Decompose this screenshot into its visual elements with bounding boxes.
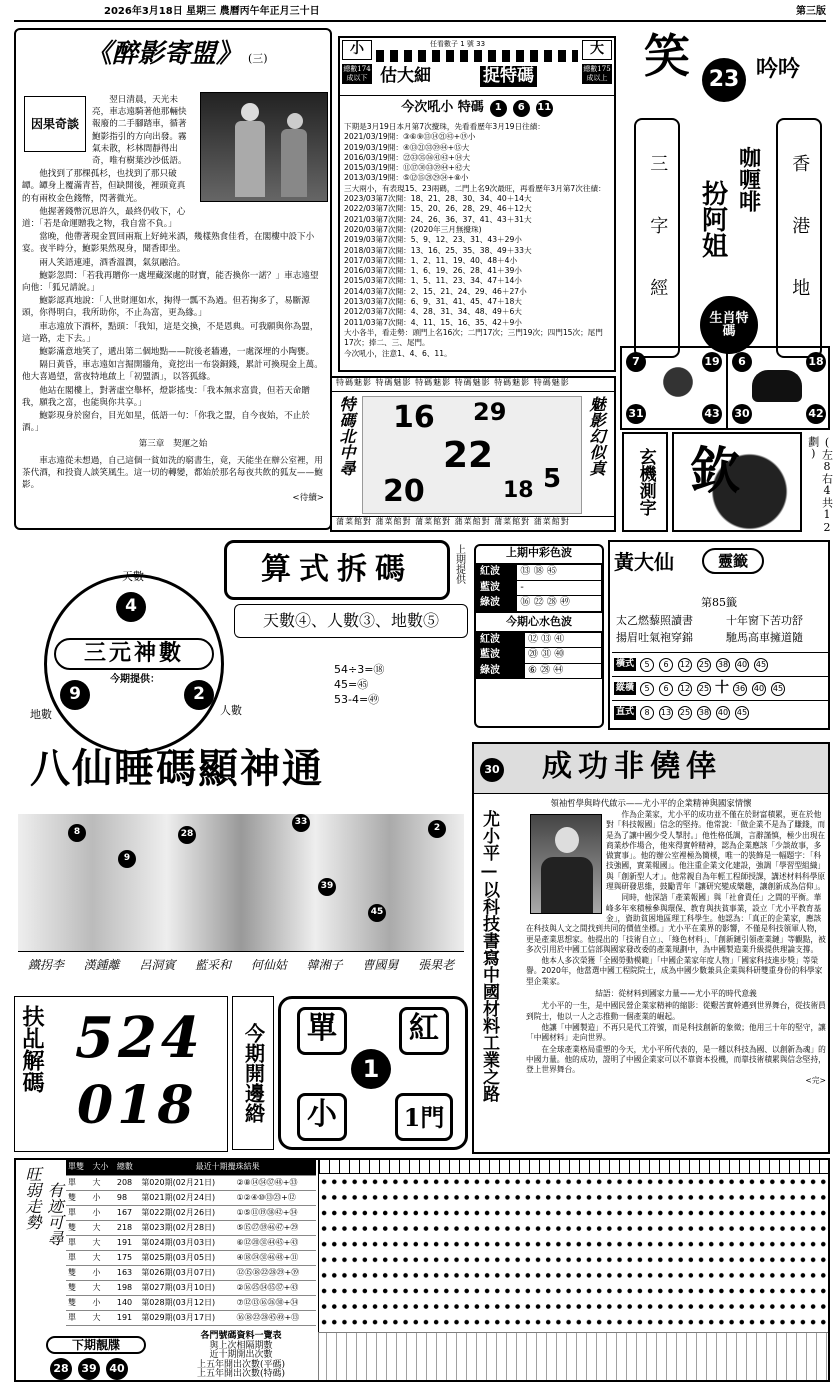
baxian-names: 鐵拐李 漢鍾離 呂洞賓 藍采和 何仙姑 韓湘子 曹國舅 張果老 [27, 958, 455, 972]
zodiac-number: 19 [702, 352, 722, 372]
sanyuan-provider: 今期提供： [110, 674, 160, 685]
next-label: 下期靚牒 [46, 1336, 146, 1354]
story-paragraph: 他握著錢幣沉思許久，最終仍收下，心道：「若是命運贈我之物，我自當不負。」 [22, 206, 186, 230]
tema-border-top: 特碼魅影 特碼魅影 特碼魅影 特碼魅影 特碼魅影 特碼魅影 [332, 378, 614, 392]
wts-verse-left: 太乙燃藜照讀書 揚眉吐氣袍穿錦 [616, 614, 693, 644]
table-row: 雙 大 218 第023期(02月28日) ⑤⑮㉗㊴㊻㊼+㉙ [66, 1220, 316, 1235]
tema-number: 18 [503, 478, 534, 503]
wave-nums: ⑯ ㉒ ㉘ ㊾ [517, 596, 602, 612]
wave-nums: ⑥ ㉘ ㊹ [524, 663, 601, 679]
tema-right-verse: 魅影幻似真 [587, 396, 606, 476]
story-paragraph: 兩人笑語連連，酒香溫潤，氣氛融洽。 [39, 257, 186, 268]
sanyuan-di: 地數 [30, 708, 52, 721]
table-row: 單 大 191 第024期(03月03日) ⑥⑫⑳㉛㊹㊺+㊸ [66, 1235, 316, 1250]
record-line: 2015/03第7次開：1、5、11、23、34、47＋14小 [344, 276, 522, 286]
small-label: 小 [342, 40, 372, 60]
sanzi-hum: 吟吟 [756, 56, 801, 82]
wts-panel [608, 540, 830, 730]
zodiac-number: 31 [626, 404, 646, 424]
baxian-number: 28 [178, 826, 196, 844]
bigsmall-header [340, 38, 614, 96]
bigsmall-intro: 下期是3月19日本月第7次攪珠，先看看歷年3月19日往績： [344, 122, 545, 131]
title-a: 估大細 [380, 66, 431, 86]
sanzi-panel [622, 28, 830, 344]
success-panel [472, 742, 830, 1154]
tema-number: 20 [383, 474, 425, 509]
edition-label: 第三版 [796, 6, 826, 17]
story-paragraph: 鮑影滿意地笑了，遞出第二個地點——院後老牆邊，一處深埋的小陶甕。 [39, 347, 315, 358]
history-line: 2021/03/19開：③⑥⑨⑬⑭㉑㊸+⑲小 [344, 132, 476, 142]
history-line: 2015/03/19開：⑪⑰㉚㉝㊴㊹+㊷大 [344, 163, 471, 173]
this-wave-table [476, 632, 602, 680]
success-header [474, 744, 828, 794]
calc-provider: 上期提供 [453, 544, 465, 584]
next-number: 39 [78, 1358, 100, 1380]
small-range: 總數174 成以下 [343, 65, 371, 82]
biansuan-box [278, 996, 468, 1150]
xuanji-char: 欽 [690, 441, 740, 500]
record-line: 2014/03第7次開：2、15、21、24、29、46＋27小 [344, 286, 527, 296]
baxian-number: 9 [118, 850, 136, 868]
success-subtitle: 領袖哲學與時代啟示——尤小平的企業精神與國家情懷 [550, 798, 752, 808]
record-line: 2012/03第7次開：4、28、31、34、48、49＋6大 [344, 307, 522, 317]
wave-label: 綠波 [477, 663, 525, 679]
history-line: 2013/03/19開：⑤⑫⑮㉘㉙㉞+⑧小 [344, 173, 469, 183]
wave-nums: ⑬ ⑱ ㊺ [517, 565, 602, 581]
pick-number: 11 [536, 100, 553, 117]
success-paragraph: 在全球產業格局重塑的今天，尤小平所代表的，是一種以科技為國、以創新為魂」的中國力量。他的成功，證明了中國企業家可以不靠資本投機，而靠技術積累與信念堅持，登上世界舞台。 [526, 1044, 826, 1075]
story-paragraph: 他找到了那棵孤杉，也找到了那只破罈。罈身上覆滿青苔，但缺開後，裡頭竟真的有兩枚金色錢幣，閃著微光。 [22, 169, 186, 204]
pick-number: 1 [490, 100, 507, 117]
fuluan-panel [14, 996, 228, 1152]
calc-line: 54÷3=⑱ [334, 663, 385, 676]
biansuan-item: 小 [297, 1093, 347, 1141]
sanyuan-top: 4 [116, 592, 146, 622]
success-vertical: 尤小平—以科技書寫中國材料工業之路 [479, 810, 499, 1102]
zodiac-grid [620, 346, 830, 430]
story-paragraph: 車志遠放下酒杯，點頭：「我知，這是交換，不是恩典。可我願與你為盟，這一路，走下去。」 [22, 321, 319, 344]
tema-number: 29 [473, 398, 507, 426]
wts-verse-right: 十年窗下苦功舒 馳馬高車擁道隨 [726, 614, 803, 644]
success-paragraph: 他讓「中國製造」不再只是代工符號，而是科技創新的象徵；他用三十年的堅守，讓「中國材料」走向世界。 [526, 1022, 826, 1043]
table-row: 雙 小 98 第021期(02月24日) ①②④⑩⑬㉓+⑫ [66, 1190, 316, 1205]
story-paragraph: 翌日清晨，天光未亮，車志遠騎著他那輛快報廢的二手腳踏車，循著鮑影指引的方向出發。霧氣未散，杉林間靜得出奇，唯有樹葉沙沙低語。 [92, 95, 187, 167]
success-paragraph: 尤小平的一生，是中國民營企業家精神的縮影：從艱苦實幹邁到世界舞台，從技術員到院士，他以一人之志推動一個產業的崛起。 [526, 1001, 826, 1021]
biansuan-title: 今期開邊綹 [232, 996, 274, 1150]
chapter-heading: 第三章 契運之始 [138, 439, 208, 450]
pick-number: 6 [513, 100, 530, 117]
zodiac-number: 30 [732, 404, 752, 424]
xuanji-char-box [672, 432, 802, 532]
zodiac-number: 6 [732, 352, 752, 372]
wts-number: 第85籤 [701, 596, 737, 609]
wave-nums: ⑫ ⑬ ㊶ [524, 632, 601, 648]
next-number: 28 [50, 1358, 72, 1380]
wave-nums: ⑳ ㉛ ㊵ [524, 648, 601, 664]
xuanji-title: 玄機測字 [622, 432, 668, 532]
record-line: 2021/03第7次開：24、26、36、37、41、43＋31大 [344, 214, 532, 224]
xuanji-note: (左8右4共12劃) [806, 436, 834, 534]
table-row: 單 大 208 第020期(02月21日) ②⑧⑭㉞㊲㊽+㉝ [66, 1175, 316, 1190]
fuluan-line2: 018 [77, 1075, 198, 1136]
biansuan-item: 紅 [399, 1007, 449, 1055]
baxian-number: 33 [292, 814, 310, 832]
wave-label: 藍波 [477, 648, 525, 664]
header-date: 2026年3月18日 星期三 農曆丙午年正月三十日 [104, 6, 320, 17]
record-line: 2016/03第7次開：1、6、19、26、28、41＋39小 [344, 266, 522, 276]
baxian-panel [14, 740, 468, 988]
this-wave-title: 今期心水色波 [476, 612, 602, 632]
table-row: 雙 小 140 第028期(03月12日) ⑦⑫⑬⑯㉖㉚+㉞ [66, 1295, 316, 1310]
table-row: 單 大 191 第029期(03月17日) ⑯⑱㉒㉘㊺㊾+⑬ [66, 1310, 316, 1325]
record-line: 2018/03第7次開：13、16、25、35、38、49＋33大 [344, 245, 532, 255]
bigsmall-final: 今次吼小，注意1、4、6、11。 [344, 348, 452, 358]
tema-image [362, 396, 582, 514]
table-row: 雙 大 198 第027期(03月10日) ②⑯㉕㉞㉟㊲+㊸ [66, 1280, 316, 1295]
zodiac-number: 42 [806, 404, 826, 424]
calc-line: 45=㊺ [334, 678, 369, 691]
baxian-number: 45 [368, 904, 386, 922]
wts-title: 黃大仙 [614, 550, 674, 574]
trend-table: 單雙 大小 總數 最近十期攪珠結果 單 大 208 第020期(02月21日) ②⑧⑭㉞㊲㊽+㉝ 雙 小 98 第021期(02月24日) ①②④⑩⑬㉓+⑫ 單 小 167 第022期(02月26日) ①⑤⑪⑲㊳㊷+㉞ 雙 大 218 第023期(02月28日) ⑤⑮㉗㊴㊻㊼+㉙ 單 大 191 第024期(03月03日) ⑥⑫⑳㉛㊹㊺+㊸ 單 大 175 第025期(03月05日) ④⑱㉔㉛㊻㊽+⑪ 雙 小 163 第026期(03月07日) ⑫⑮⑱㉒㉘㉙+㊴ 雙 大 198 第027期(03月10日) ②⑯㉕㉞㉟㊲+㊸ 雙 小 140 第028期(03月12日) ⑦⑫⑬⑯㉖㉚+㉞ 單 大 191 第029期(03月17日) ⑯⑱㉒㉘㊺㊾+⑬ [66, 1160, 316, 1326]
story-paragraph: 隔日黃昏，車志遠如言掘開牆角，竟挖出一布袋銅錢，累計可換現金上萬。他大喜過望，當夜特地啟上「初盟酒」，以答狐緣。 [22, 360, 323, 383]
trend-stats-labels: 各門號碼資料一覽表 與上次相隔期數 近十期開出次數 上五年開出次數(平碼) 上五年開出次數(特碼) [196, 1331, 286, 1379]
baxian-image [18, 814, 464, 952]
wts-row: 縱橫 5 6 12 25 十 36 40 45 [612, 677, 828, 701]
success-subtitle-2: 結語：從材料到國家力量——尤小平的時代意義 [595, 989, 757, 999]
sanyuan-ren: 人數 [220, 704, 242, 717]
baxian-number: 2 [428, 820, 446, 838]
biansuan-item: 1門 [395, 1093, 453, 1141]
tema-left-verse: 特碼北中尋 [337, 396, 356, 476]
trend-stats-grid [318, 1332, 828, 1380]
bigsmall-subtitle: 今次吼小 特碼 [401, 99, 484, 115]
record-line: 2019/03第7次開：5、9、12、23、31、43＋29小 [344, 235, 522, 245]
abacus-art [376, 50, 578, 62]
sanzi-right-scroll: 香港地 [776, 118, 822, 358]
page-header [14, 5, 826, 22]
success-paragraph: 同時，他深諳「產業報國」與「社會責任」之間的平衡。華峰多年來積極參與環保、教育與扶貧事業，設立「尤小平教育基金」，資助貧困地區理工科學生。他認為：「真正的企業家，應該在科技與人文之間找到共同的價值坐標。」尤小平在業界的影響，不僅是科技領軍人物，更是產業思想家。他提出的「技術自立」、「綠色材料」、「創新鏈引領產業鏈」等觀點，被多次引用於中國工信部與國家發改委的產業規劃中，為中國製造業升級提供理論支撐。 [526, 893, 826, 954]
baxian-number: 8 [68, 824, 86, 842]
bigsmall-panel [338, 36, 616, 372]
wave-nums: - [517, 580, 602, 596]
wts-row: 直式 8 13 25 38 40 45 [612, 701, 828, 725]
trend-table-title: 最近十期攪珠結果 [139, 1160, 316, 1175]
biansuan-item: 單 [297, 1007, 347, 1055]
wave-panel [474, 544, 604, 728]
story-footer: <待續> [292, 493, 324, 504]
record-line: 2022/03第7次開：15、20、26、28、29、46＋12大 [344, 204, 532, 214]
ox-art [752, 370, 802, 402]
bigsmall-summary: 三大兩小，有表現15、23兩碼，二門上名9次最旺，再看歷年3月第7次往績： [344, 183, 606, 193]
story-paragraph: 鮑影現身於窗台，目光如星，低語一句：「你我之盟，自今夜始，不止於酒。」 [22, 411, 310, 434]
tema-border-bottom: 蒲菜館對 蒲菜館對 蒲菜館對 蒲菜館對 蒲菜館對 蒲菜館對 [332, 516, 614, 530]
trend-left-a: 旺弱走勢 [23, 1166, 42, 1230]
zodiac-number: 18 [806, 352, 826, 372]
sanzi-issue: 23 [702, 58, 746, 102]
tema-panel [330, 376, 616, 532]
bigsmall-body [344, 122, 612, 359]
last-wave-table [476, 564, 602, 612]
fuluan-title: 扶乩解碼 [19, 1005, 45, 1093]
sanzi-middle-b: 扮阿姐 [697, 180, 728, 258]
sanyuan-right: 2 [184, 680, 214, 710]
chapter-paragraph: 車志遠從未想過，自己這個一貧如洗的窮書生，竟，天能坐在辦公室裡，用茶代酒，和投資人談笑風生。這一切的轉變，都始於那名每夜共飲的狐友——鮑影。 [22, 455, 323, 491]
biansuan-item: 1 [351, 1049, 391, 1089]
bigsmall-conclusion: 大小各半，看走勢：頭門上名16次；二門17次；三門19次；四門15次；尾門17次；捧二、三、尾門。 [344, 327, 603, 348]
wave-label: 紅波 [477, 632, 525, 648]
table-row: 單 小 167 第022期(02月26日) ①⑤⑪⑲㊳㊷+㉞ [66, 1205, 316, 1220]
tema-number: 5 [543, 464, 562, 494]
trend-left-b: 有迹可尋 [45, 1182, 64, 1246]
next-number: 40 [106, 1358, 128, 1380]
table-row: 單 大 175 第025期(03月05日) ④⑱㉔㉛㊻㊽+⑪ [66, 1250, 316, 1265]
story-paragraph: 鮑影忽問：「若我再贈你一處埋藏深處的財寶，能否換你一諾？」車志遠望向他：「狐兄請說。」 [22, 270, 319, 294]
calc-desc-box: 天數④、人數③、地數⑤ [234, 604, 468, 638]
wts-rows [612, 652, 828, 725]
sanyuan-left: 9 [60, 680, 90, 710]
story-body [22, 94, 324, 505]
fuluan-line1: 524 [75, 1005, 204, 1071]
story-paragraph: 當晚，他帶著現金買回兩瓶上好純米酒，幾樣熟食佳肴，在閣樓中設下小宴。夜半時分，鮑影果然現身，聞香即坐。 [22, 232, 315, 255]
record-line: 2013/03第7次開：6、9、31、41、45、47＋18大 [344, 297, 522, 307]
history-line: 2019/03/19開：④⑬㉑㉝㊴㊹+⑮大 [344, 142, 470, 152]
story-paragraph: 鮑影認真地說：「人世財運如水，掬得一瓢不為過。但若掬多了，易斷源頭，你得明白，我所助你，不止為富，更為緣。」 [22, 296, 310, 319]
tema-number: 22 [443, 435, 494, 476]
record-line: 2011/03第7次開：4、11、15、16、35、42＋9小 [344, 317, 522, 327]
success-num: 30 [480, 758, 504, 782]
zodiac-badge: 生肖特碼 [700, 296, 758, 354]
big-range: 總數175 成以上 [583, 65, 611, 82]
sanzi-middle-a: 咖喱啡 [735, 146, 762, 212]
story-panel [14, 28, 332, 530]
calc-title-box: 算式拆碼 [224, 540, 450, 600]
history-line: 2016/03/19開：㉒㉝㉟㊱㊶㊸+⑭大 [344, 152, 471, 162]
story-paragraph: 他站在閣樓上，對著虛空舉杯，燈影搖曳：「我本無求富貴，但若天命贈我，願我之富，也能與你共享。」 [22, 385, 310, 408]
bigsmall-top: 任看數子 1 號 33 [430, 40, 486, 48]
success-title: 成功非僥倖 [542, 749, 722, 784]
wts-row: 橫式 5 6 12 25 38 40 45 [612, 653, 828, 677]
xuanji-panel [622, 432, 834, 536]
calc-line: 53-4=㊾ [334, 693, 380, 706]
sanzi-headline: 笑 [644, 29, 690, 83]
wave-label: 綠波 [477, 596, 517, 612]
table-row: 雙 小 163 第026期(03月07日) ⑫⑮⑱㉒㉘㉙+㊴ [66, 1265, 316, 1280]
zodiac-number: 43 [702, 404, 722, 424]
title-b: 捉特碼 [480, 66, 537, 87]
success-paragraph: 他本人多次榮獲「全國勞動模範」「中國企業家年度人物」「國家科技進步獎」等榮譽。2020年，他當選中國工程院院士，成為中國少數兼具企業與科研雙重身份的科學家型企業家。 [526, 956, 823, 986]
record-line: 2017/03第7次開：1、2、11、19、40、48＋4小 [344, 255, 518, 265]
success-body [526, 810, 826, 1087]
rooster-art [658, 362, 698, 412]
success-end: <完> [805, 1076, 826, 1086]
story-part: (三) [248, 52, 268, 65]
success-paragraph: 作為企業家，尤小平的成功並不僅在於財富積累，更在於他對「科技報國」信念的堅持。他常說：「做企業不是為了賺錢，而是為了讓中國少受人掣肘。」他性格低調，言辭謹慎，極少出現在商業炒作場合，他來得實幹精神，認為企業應該「少談故事，多做實事」。他的辦公室裡極為簡樸，唯一的裝飾是一幅題字：「科技強國，實業報國」。他注重企業文化建設，強調「學習型組織」與「創新型人才」。他常親自為年輕工程師授課，講述材料科學原理與研發思維，鼓勵青年「讓研究變成樂趣，讓創新成為信仰」。 [606, 810, 826, 892]
zodiac-number: 7 [626, 352, 646, 372]
trend-dots [318, 1160, 828, 1332]
wave-label: 紅波 [477, 565, 517, 581]
sanyuan-title-box: 三元神數 [54, 638, 214, 670]
baxian-number: 39 [318, 878, 336, 896]
story-title: 《醉影寄盟》 [86, 39, 243, 69]
big-label: 大 [582, 40, 612, 60]
last-wave-title: 上期中彩色波 [476, 546, 602, 564]
biansuan-panel [232, 996, 468, 1152]
wave-label: 藍波 [477, 580, 517, 596]
calc-lines [334, 662, 384, 707]
baxian-title: 八仙睡碼顯神通 [30, 745, 324, 792]
sanyuan-tian: 天數 [122, 570, 144, 583]
trend-panel [14, 1158, 830, 1382]
story-badge: 因果奇談 [24, 96, 86, 152]
wts-badge: 靈籤 [702, 548, 764, 574]
next-numbers [50, 1358, 128, 1380]
record-line: 2023/03第7次開：18、21、28、30、34、40＋14大 [344, 194, 532, 204]
tema-number: 16 [393, 400, 435, 435]
sanyuan-panel [24, 556, 244, 728]
sanzi-left-scroll: 三字經 [634, 118, 680, 358]
record-line: 2020/03第7次開：(2020年三月無攪珠) [344, 224, 482, 234]
